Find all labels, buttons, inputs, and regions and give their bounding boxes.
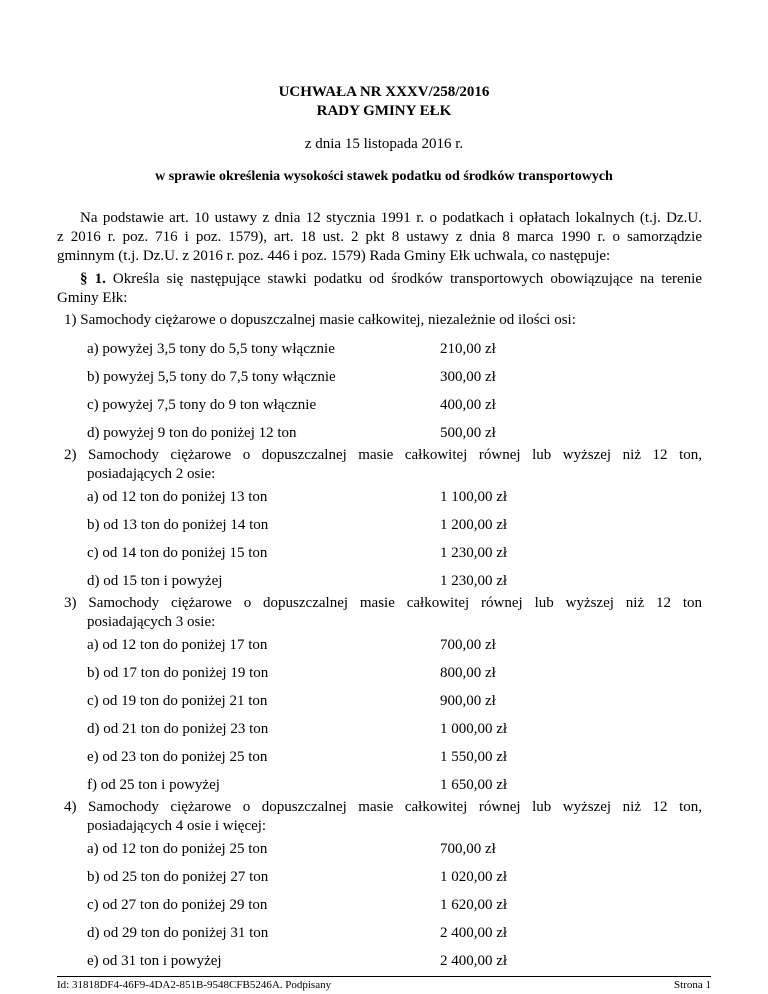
intro-line-3: gminnym (t.j. Dz.U. z 2016 r. poz. 446 i poz. 1579) Rada Gminy Ełk uchwala, co następuje: bbox=[57, 248, 611, 264]
resolution-date: z dnia 15 listopada 2016 r. bbox=[304, 136, 464, 152]
section-1-line-1 bbox=[80, 271, 702, 288]
group-2-heading: 2) Samochody ciężarowe o dopuszczalnej masie całkowitej równej lub wyższej niż 12 ton, bbox=[64, 447, 702, 463]
row-value: 1 100,00 zł bbox=[440, 489, 508, 505]
row-value: 1 230,00 zł bbox=[440, 573, 508, 589]
row-label: b) od 25 ton do poniżej 27 ton bbox=[87, 869, 269, 885]
section-1-line-2: Gminy Ełk: bbox=[57, 290, 128, 306]
group-2-heading-cont: posiadających 2 osie: bbox=[87, 466, 216, 482]
row-value: 2 400,00 zł bbox=[440, 925, 508, 941]
section-1-text: Określa się następujące stawki podatku od środków transportowych obowiązujące na terenie bbox=[105, 271, 702, 287]
document-id: Id: 31818DF4-46F9-4DA2-851B-9548CFB5246A. Podpisany bbox=[57, 979, 332, 991]
row-label: b) powyżej 5,5 tony do 7,5 tony włącznie bbox=[87, 369, 336, 385]
row-label: b) od 17 ton do poniżej 19 ton bbox=[87, 665, 269, 681]
row-label: a) od 12 ton do poniżej 13 ton bbox=[87, 489, 268, 505]
row-label: a) powyżej 3,5 tony do 5,5 tony włącznie bbox=[87, 341, 335, 357]
group-4-heading-cont: posiadających 4 osie i więcej: bbox=[87, 818, 267, 834]
row-value: 400,00 zł bbox=[440, 397, 496, 413]
row-value: 210,00 zł bbox=[440, 341, 496, 357]
row-value: 1 020,00 zł bbox=[440, 869, 508, 885]
row-label: a) od 12 ton do poniżej 25 ton bbox=[87, 841, 268, 857]
row-label: c) od 19 ton do poniżej 21 ton bbox=[87, 693, 268, 709]
row-label: a) od 12 ton do poniżej 17 ton bbox=[87, 637, 268, 653]
row-label: d) od 21 ton do poniżej 23 ton bbox=[87, 721, 269, 737]
council-name: RADY GMINY EŁK bbox=[316, 103, 452, 119]
footer-divider bbox=[57, 976, 711, 977]
page-number: Strona 1 bbox=[674, 979, 711, 991]
row-label: b) od 13 ton do poniżej 14 ton bbox=[87, 517, 269, 533]
row-value: 1 230,00 zł bbox=[440, 545, 508, 561]
intro-line-1: Na podstawie art. 10 ustawy z dnia 12 stycznia 1991 r. o podatkach i opłatach lokalnych (t.j. Dz.U. bbox=[80, 210, 702, 226]
section-1-marker: § 1. bbox=[80, 271, 106, 287]
row-value: 700,00 zł bbox=[440, 841, 496, 857]
row-value: 1 200,00 zł bbox=[440, 517, 508, 533]
row-label: c) powyżej 7,5 tony do 9 ton włącznie bbox=[87, 397, 317, 413]
group-1-heading: 1) Samochody ciężarowe o dopuszczalnej masie całkowitej, niezależnie od ilości osi: bbox=[64, 312, 576, 328]
row-label: d) powyżej 9 ton do poniżej 12 ton bbox=[87, 425, 297, 441]
intro-line-2: z 2016 r. poz. 716 i poz. 1579), art. 18 ust. 2 pkt 8 ustawy z dnia 8 marca 1990 r. o samorządzie bbox=[57, 229, 702, 245]
row-value: 1 550,00 zł bbox=[440, 749, 508, 765]
row-value: 1 620,00 zł bbox=[440, 897, 508, 913]
resolution-subject: w sprawie określenia wysokości stawek podatku od środków transportowych bbox=[155, 169, 613, 184]
row-value: 300,00 zł bbox=[440, 369, 496, 385]
group-4-heading: 4) Samochody ciężarowe o dopuszczalnej masie całkowitej równej lub wyższej niż 12 ton, bbox=[64, 799, 702, 815]
row-label: d) od 15 ton i powyżej bbox=[87, 573, 223, 589]
row-value: 800,00 zł bbox=[440, 665, 496, 681]
row-label: c) od 14 ton do poniżej 15 ton bbox=[87, 545, 268, 561]
row-value: 1 650,00 zł bbox=[440, 777, 508, 793]
row-value: 500,00 zł bbox=[440, 425, 496, 441]
row-label: e) od 23 ton do poniżej 25 ton bbox=[87, 749, 268, 765]
row-label: f) od 25 ton i powyżej bbox=[87, 777, 220, 793]
row-label: d) od 29 ton do poniżej 31 ton bbox=[87, 925, 269, 941]
row-value: 1 000,00 zł bbox=[440, 721, 508, 737]
resolution-title: UCHWAŁA NR XXXV/258/2016 bbox=[278, 84, 490, 100]
row-label: c) od 27 ton do poniżej 29 ton bbox=[87, 897, 268, 913]
row-value: 700,00 zł bbox=[440, 637, 496, 653]
row-label: e) od 31 ton i powyżej bbox=[87, 953, 222, 969]
group-3-heading: 3) Samochody ciężarowe o dopuszczalnej masie całkowitej równej lub wyższej niż 12 ton bbox=[64, 595, 702, 611]
row-value: 2 400,00 zł bbox=[440, 953, 508, 969]
row-value: 900,00 zł bbox=[440, 693, 496, 709]
group-3-heading-cont: posiadających 3 osie: bbox=[87, 614, 216, 630]
